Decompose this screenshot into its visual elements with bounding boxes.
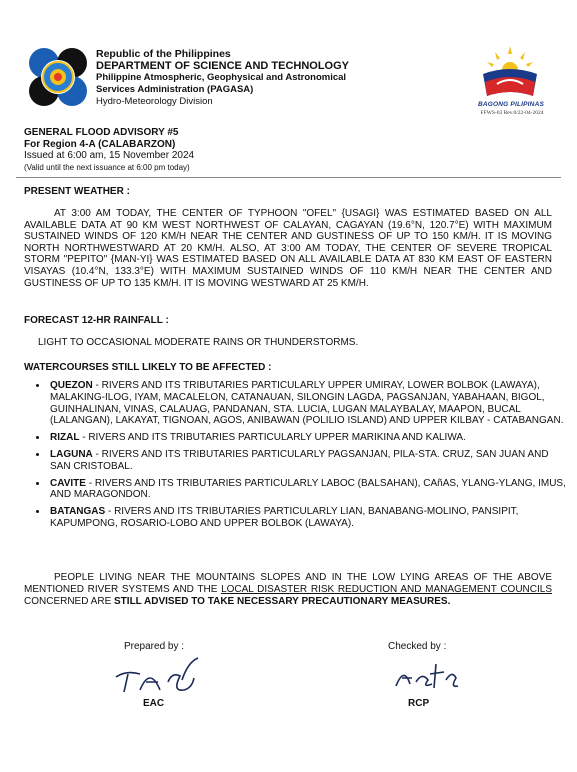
precaution-text: STILL ADVISED TO TAKE NECESSARY PRECAUTIONARY MEASURES. bbox=[114, 595, 451, 607]
prepared-by-label: Prepared by : bbox=[124, 641, 185, 652]
province-rivers: - RIVERS AND ITS TRIBUTARIES PARTICULARLY PAGSANJAN, PILA-STA. CRUZ, SAN JUAN AND SAN CRISTOBAL. bbox=[50, 448, 549, 472]
advisory-valid: (Valid until the next issuance at 6:00 pm today) bbox=[24, 162, 190, 172]
checked-by-name: RCP bbox=[408, 698, 430, 709]
present-weather-text: AT 3:00 AM TODAY, THE CENTER OF TYPHOON "OFEL" {USAGI} WAS ESTIMATED BASED ON ALL AVAILABLE DATA AT 90 KM WEST NORTHWEST OF CALAYAN, CAGAYAN (19.6°N, 120.7°E) WITH MAXIMUM SUSTAINED WINDS OF 120 KM/H NEAR THE CENTER AND GUSTINESS OF UP TO 150 KM/H. IT IS MOVING NORTH NORTHWESTWARD AT 20 KM/H. ALSO, AT 3:00 AM TODAY, THE CENTER OF SEVERE TROPICAL STORM "PEPITO" {MAN-YI} WAS ESTIMATED BASED ON ALL AVAILABLE DATA AT 830 KM EAST OF EASTERN VISAYAS (10.4°N, 133.3°E) WITH MAXIMUM SUSTAINED WINDS OF 110 KM/H NEAR THE CENTER AND GUSTINESS OF UP TO 135 KM/H. IT IS MOVING WESTWARD AT 25 KM/H. bbox=[24, 208, 552, 289]
forecast-text: LIGHT TO OCCASIONAL MODERATE RAINS OR THUNDERSTORMS. bbox=[38, 337, 359, 348]
closing-part-2: CONCERNED ARE bbox=[24, 595, 115, 607]
list-item bbox=[48, 449, 568, 473]
list-item bbox=[48, 432, 568, 444]
advisory-title: GENERAL FLOOD ADVISORY #5 bbox=[24, 127, 179, 138]
list-item bbox=[48, 478, 568, 502]
checked-by-label: Checked by : bbox=[388, 641, 447, 652]
advisory-issued: Issued at 6:00 am, 15 November 2024 bbox=[24, 150, 195, 161]
province-name: LAGUNA bbox=[50, 448, 93, 460]
province-rivers: - RIVERS AND ITS TRIBUTARIES PARTICULARLY UPPER UMIRAY, LOWER BOLBOK (LAWAYA), MALAKING-ILOG, IYAM, MACALELON, CATANAUAN, SILONGIN LAGDA, PAGSANJAN, YABAHAAN, BIGOL, GUINHALINAN, VINAS, CALAUAG, PANDANAN, STA. LUCIA, LUGAN MALAYBALAY, MAAPON, BUCAL (LALANGAN), LAKAYAT, TIGNOAN, AGOS, ANIBAWAN (POLILIO ISLAND) AND UPPER KILBAY - CATABANGAN. bbox=[50, 380, 564, 427]
division-line: Hydro-Meteorology Division bbox=[96, 96, 213, 107]
prepared-by-name: EAC bbox=[143, 698, 165, 709]
province-rivers: - RIVERS AND ITS TRIBUTARIES PARTICULARLY LIAN, BANABANG-MOLINO, PANSIPIT, KAPUMPONG, ROSARIO-LOBO AND UPPER BOLBOK (LAWAYA). bbox=[50, 506, 519, 529]
advisory-header bbox=[24, 127, 194, 173]
checked-signature-icon bbox=[392, 656, 462, 694]
province-rivers: - RIVERS AND ITS TRIBUTARIES PARTICULARLY UPPER MARIKINA AND KALIWA. bbox=[79, 432, 466, 444]
province-name: RIZAL bbox=[50, 432, 80, 444]
bagong-pilipinas-logo-icon bbox=[475, 44, 545, 104]
advisory-region: For Region 4-A (CALABARZON) bbox=[24, 138, 176, 150]
province-name: QUEZON bbox=[50, 380, 93, 391]
form-code: FFWS-03 Rev.0/22-04-2024 bbox=[480, 110, 544, 116]
province-rivers: - RIVERS AND ITS TRIBUTARIES PARTICULARLY LABOC (BALSAHAN), CAñAS, YLANG-YLANG, IMUS, AND MARAGONDON. bbox=[50, 477, 566, 501]
forecast-heading: FORECAST 12-HR RAINFALL : bbox=[24, 315, 169, 326]
closing-statement bbox=[24, 572, 552, 607]
present-weather-heading: PRESENT WEATHER : bbox=[24, 186, 130, 197]
pagasa-logo-icon bbox=[26, 45, 90, 109]
republic-line: Republic of the Philippines bbox=[96, 48, 231, 60]
bagong-pilipinas-label: BAGONG PILIPINAS bbox=[477, 101, 545, 108]
header-divider bbox=[16, 177, 561, 178]
organization-header bbox=[96, 48, 349, 108]
list-item bbox=[48, 380, 568, 427]
agency-line-2: Services Administration (PAGASA) bbox=[96, 84, 254, 95]
prepared-signature-icon bbox=[110, 652, 205, 697]
watercourses-heading: WATERCOURSES STILL LIKELY TO BE AFFECTED : bbox=[24, 362, 272, 373]
agency-line-1: Philippine Atmospheric, Geophysical and Astronomical bbox=[96, 72, 347, 83]
department-line: DEPARTMENT OF SCIENCE AND TECHNOLOGY bbox=[96, 60, 350, 72]
list-item bbox=[48, 506, 568, 530]
watercourses-list bbox=[32, 380, 568, 535]
drrm-councils-text: LOCAL DISASTER RISK REDUCTION AND MANAGEMENT COUNCILS bbox=[221, 583, 552, 595]
province-name: CAVITE bbox=[50, 477, 86, 489]
closing-part-1: PEOPLE LIVING NEAR THE MOUNTAINS SLOPES AND IN THE LOW LYING AREAS OF THE ABOVE MENTIONED RIVER SYSTEMS AND THE bbox=[24, 572, 552, 595]
province-name: BATANGAS bbox=[50, 506, 106, 518]
